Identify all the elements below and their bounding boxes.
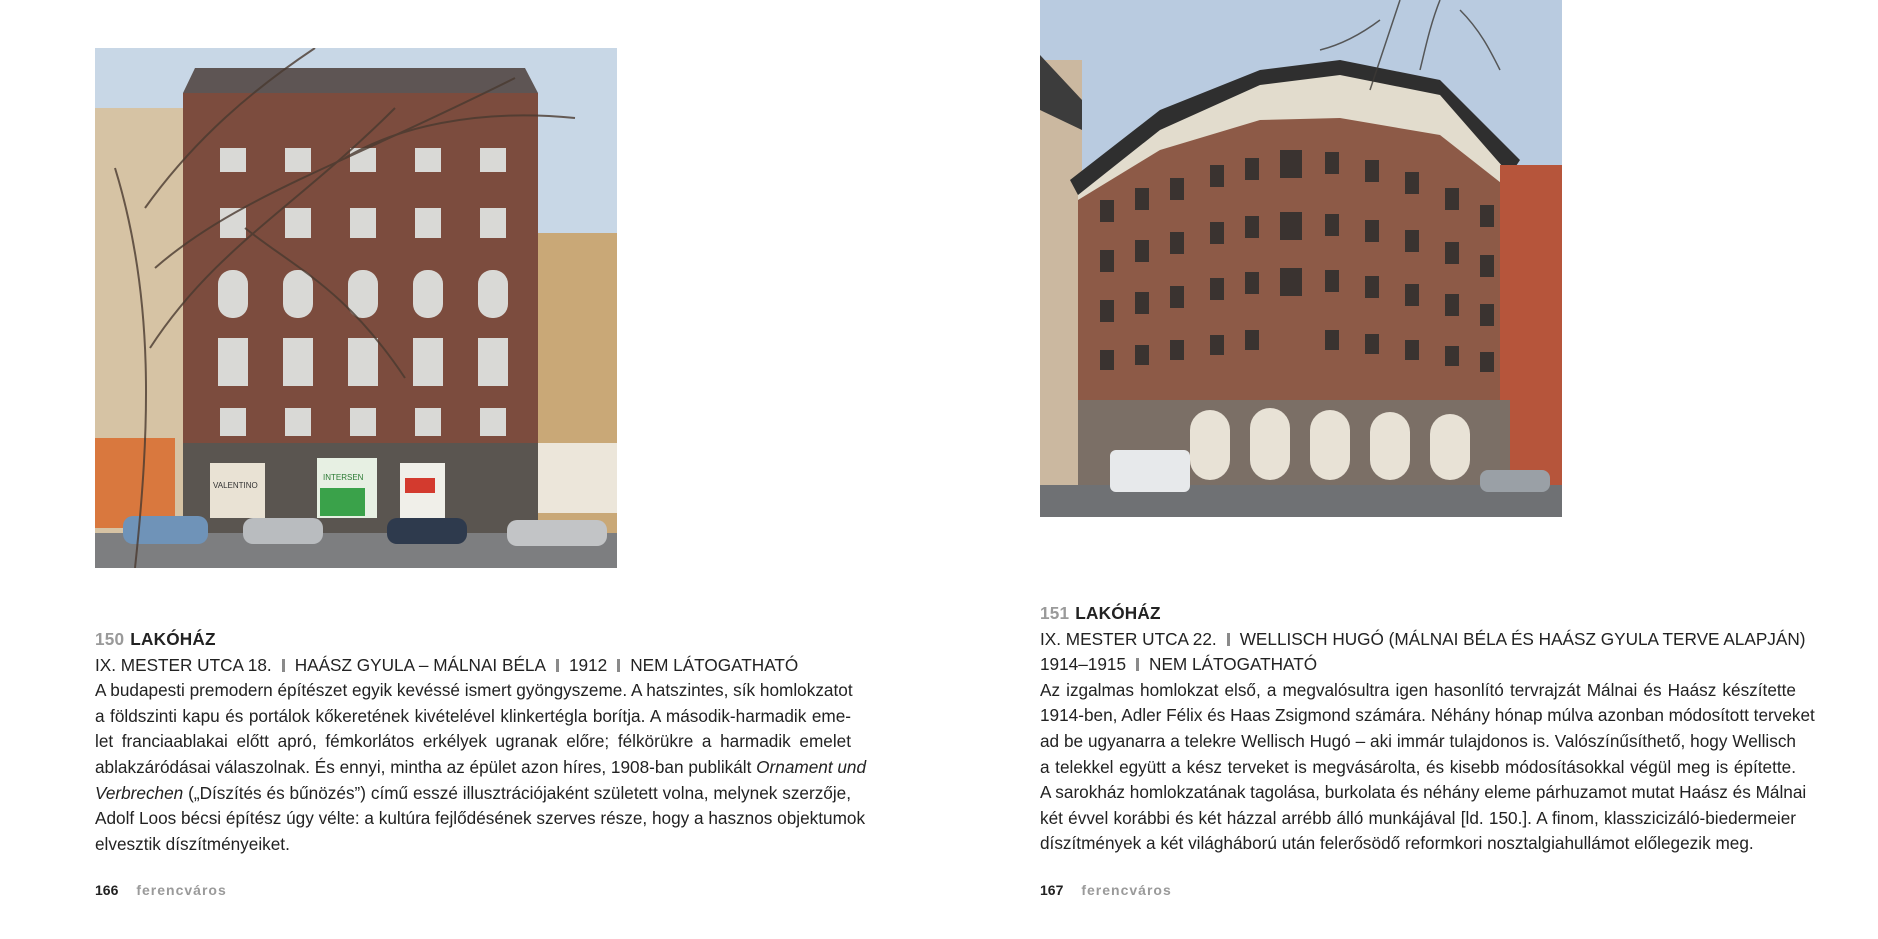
body-line: A sarokház homlokzatának tagolása, burkolata és néhány eleme párhuzamot mutat Haász és Málnai [1040, 782, 1807, 803]
entry-150-body [95, 678, 867, 857]
entry-150-meta [95, 653, 851, 679]
section-name: ferencváros [1081, 882, 1172, 898]
entry-150-heading [95, 627, 851, 653]
body-line: ad be ugyanarra a telekre Wellisch Hugó – aki immár tulajdonos is. Valószínűsíthető, hogy Wellisch [1040, 730, 1796, 751]
year: 1914–1915 [1040, 654, 1127, 675]
body-line: 1914-ben, Adler Félix és Haas Zsigmond számára. Néhány hónap múlva azonban módosított terveket [1040, 705, 1815, 726]
address: IX. MESTER UTCA 22. [1040, 628, 1217, 649]
visit-status: NEM LÁTOGATHATÓ [630, 654, 799, 675]
address: IX. MESTER UTCA 18. [95, 654, 272, 675]
entry-151-body [1040, 678, 1815, 857]
building-150-photo [95, 48, 617, 568]
body-line: két évvel korábbi és két házzal arrébb álló munkájával [ld. 150.]. A finom, klasszicizáló-biedermeier [1040, 807, 1796, 828]
body-line [95, 781, 851, 807]
body-line: díszítmények a két világháború után felerősödő reformkori nosztalgiahullámot előlegezik meg. [1040, 833, 1754, 854]
separator-bar [1136, 658, 1139, 671]
right-page [939, 0, 1878, 939]
right-footer [1040, 882, 1172, 898]
entry-151-meta [1040, 627, 1806, 653]
body-line: Az izgalmas homlokzat első, a megvalósultra igen hasonlító tervrajzát Málnai és Haász készítette [1040, 679, 1796, 700]
page-number: 167 [1040, 882, 1064, 898]
body-line: a telekkel együtt a kész terveket is megvásárolta, és kisebb módosításokkal végül meg is építette. [1040, 756, 1796, 777]
italic-title: Verbrechen [95, 782, 184, 803]
body-line [95, 755, 867, 781]
entry-151-heading [1040, 601, 1796, 627]
entry-title: LAKÓHÁZ [1075, 603, 1161, 623]
separator-bar [282, 659, 285, 672]
entry-number: 150 [95, 629, 125, 649]
separator-bar [556, 659, 559, 672]
body-line: A budapesti premodern építészet egyik kevéssé ismert gyöngyszeme. A hatszintes, sík homlokzatot [95, 680, 853, 701]
body-text: ablakzáródásai válaszolnak. És ennyi, mintha az épület azon híres, 1908-ban publikált [95, 756, 752, 777]
body-line: elvesztik díszítményeiket. [95, 833, 290, 854]
page-number: 166 [95, 882, 119, 898]
entry-151 [1040, 601, 1815, 857]
entry-number: 151 [1040, 603, 1070, 623]
building-150-illustration [95, 48, 617, 568]
left-footer [95, 882, 227, 898]
year: 1912 [568, 654, 608, 675]
shop-sign-valentino: VALENTINO [213, 481, 258, 490]
body-text: („Díszítés és bűnözés”) című esszé illusztrációjaként született volna, melynek szerzője, [188, 782, 851, 803]
entry-150 [95, 627, 867, 857]
body-line: Adolf Loos bécsi építész úgy vélte: a kultúra fejlődésének szerves része, hogy a hasznos objektumok [95, 808, 866, 829]
separator-bar [1227, 633, 1230, 646]
body-line: let franciaablakai előtt apró, fémkorlátos erkélyek ugranak előre; félkörükre a harmadik emelet [95, 731, 851, 752]
visit-status: NEM LÁTOGATHATÓ [1149, 654, 1318, 675]
italic-title: Ornament und [756, 756, 867, 777]
entry-151-meta-2 [1040, 652, 1796, 678]
section-name: ferencváros [136, 882, 227, 898]
architects: WELLISCH HUGÓ (MÁLNAI BÉLA ÉS HAÁSZ GYULA TERVE ALAPJÁN) [1239, 628, 1806, 649]
separator-bar [617, 659, 620, 672]
building-151-illustration [1040, 0, 1562, 517]
entry-title: LAKÓHÁZ [130, 629, 216, 649]
building-151-photo [1040, 0, 1562, 517]
body-line: a földszinti kapu és portálok kőkeretének kivételével klinkertégla borítja. A második-harmadik eme- [95, 705, 851, 726]
shop-sign-intersen: INTERSEN [323, 473, 364, 482]
architects: HAÁSZ GYULA – MÁLNAI BÉLA [294, 654, 546, 675]
